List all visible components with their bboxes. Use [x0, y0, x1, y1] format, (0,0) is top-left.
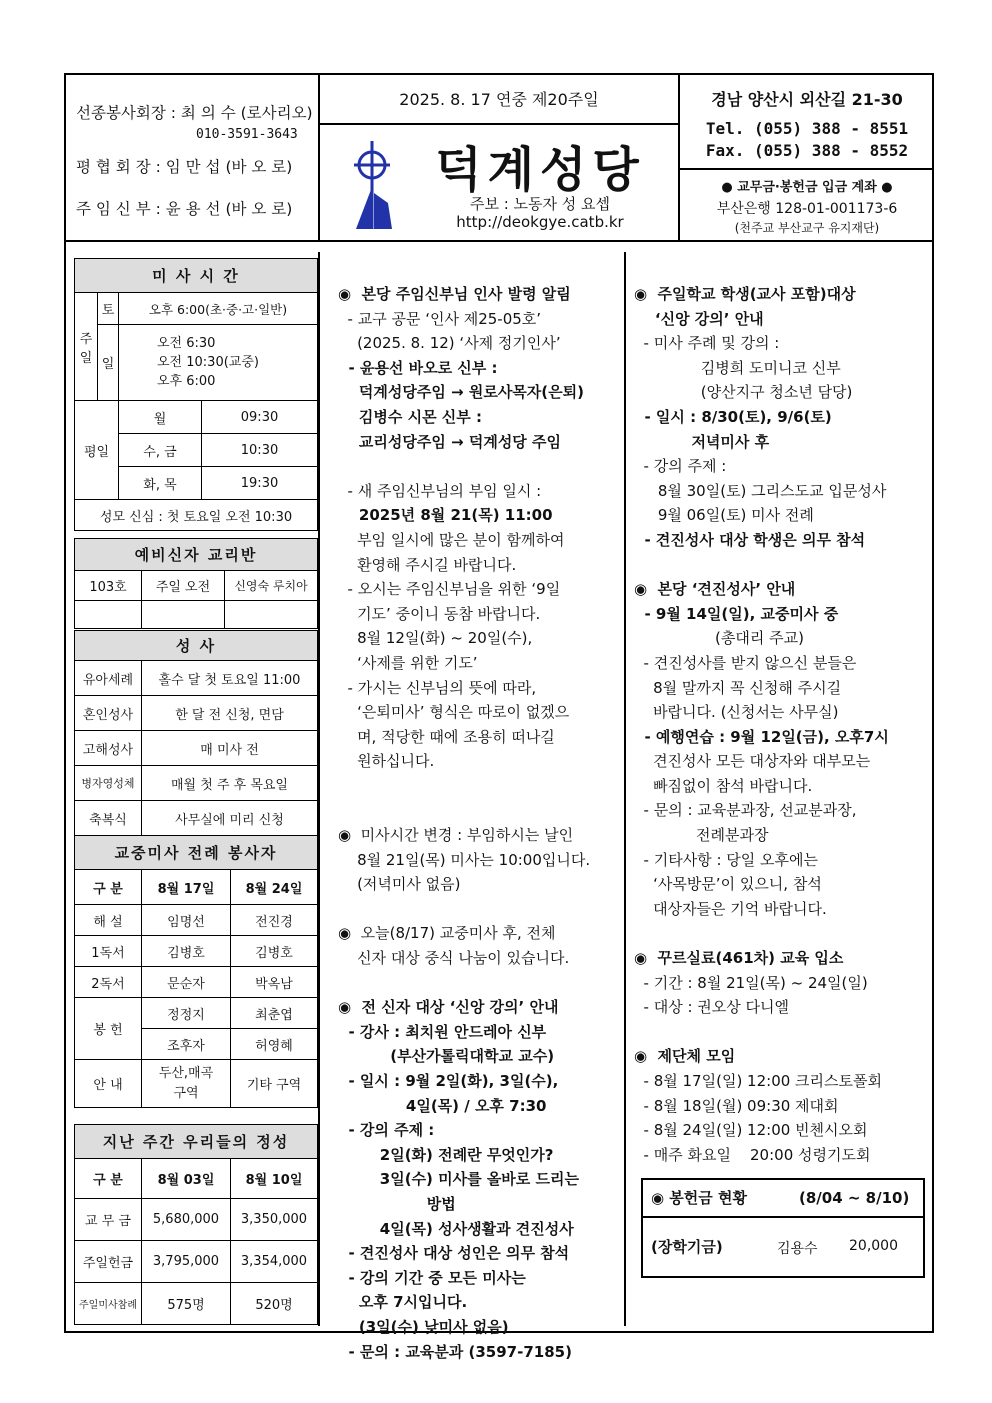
notice-line: 방법 [338, 1194, 456, 1213]
notice-line: ◉ 전 신자 대상 ‘신앙 강의’ 안내 [338, 998, 559, 1017]
sacrament-value: 한 달 전 신청, 면담 [142, 696, 318, 731]
notice-line: 빠짐없이 참석 바랍니다. [634, 776, 813, 795]
notice-line: 덕계성당주임 → 원로사목자(은퇴) [338, 383, 584, 402]
sacrament-name: 병자영성체 [75, 766, 142, 801]
server-a: 조후자 [142, 1029, 231, 1060]
servers-title: 교중미사 전례 봉사자 [75, 836, 318, 870]
notice-line: 8월 30일(토) 그리스도교 입문성사 [634, 481, 887, 500]
guide-label: 안 내 [75, 1060, 142, 1108]
notice-line: 오후 7시입니다. [338, 1293, 468, 1312]
notice-line: - 문의 : 교육분과장, 선교분과장, [634, 801, 857, 820]
notice-line: 환영해 주시길 바랍니다. [338, 555, 517, 574]
notice-line: 8월 21일(목) 미사는 10:00입니다. [338, 850, 591, 869]
header-right [680, 75, 934, 240]
sacraments-table [74, 630, 318, 836]
server-b: 김병호 [231, 936, 318, 967]
catechumen-room: 103호 [75, 571, 142, 601]
notice-line: ◉ 미사시간 변경 : 부임하시는 날인 [338, 826, 574, 845]
phone: Tel. (055) 388 - 8551 [705, 119, 909, 138]
catechumen-time: 주일 오전 [142, 571, 225, 601]
empty-cell [142, 601, 225, 629]
notices-column-right [634, 282, 930, 1167]
donation-donor: 김용수 [777, 1241, 818, 1257]
notice-line: 4일(목) / 오후 7:30 [338, 1096, 547, 1115]
sunday-label: 주일 [75, 293, 98, 401]
notice-line: (총대리 주교) [634, 629, 804, 648]
notice-line: 부임 일시에 많은 분이 함께하여 [338, 530, 565, 549]
account-title: ● 교무금·봉헌금 입금 계좌 ● [721, 180, 893, 195]
notice-line: - 강의 기간 중 모든 미사는 [338, 1268, 526, 1287]
notice-line: 바랍니다. (신청서는 사무실) [634, 703, 839, 722]
weekday-day: 수, 금 [119, 434, 202, 467]
notice-line [634, 921, 930, 946]
server-role: 해 설 [75, 905, 142, 936]
servers-head: 8월 24일 [231, 870, 318, 905]
fax: Fax. (055) 388 - 8552 [705, 141, 909, 160]
sunday-mass-2: 오전 10:30(교중) [157, 355, 259, 370]
church-name: 덕계성당 [435, 142, 645, 198]
header-left [66, 75, 318, 240]
sacrament-name: 고해성사 [75, 731, 142, 766]
server-a: 김병호 [142, 936, 231, 967]
notice-line: - 기간 : 8월 21일(목) ~ 24일(일) [634, 973, 868, 992]
notice-line: 신자 대상 중식 나눔이 있습니다. [338, 949, 570, 968]
notice-line: ‘사목방문’이 있으니, 참석 [634, 875, 822, 894]
catechumen-table [74, 538, 318, 629]
notice-line [338, 897, 620, 922]
notice-line: - 대상 : 권오상 다니엘 [634, 998, 789, 1017]
finance-name: 주일헌금 [75, 1241, 142, 1283]
server-role: 1독서 [75, 936, 142, 967]
server-b: 허영혜 [231, 1029, 318, 1060]
council-line: 평 협 회 장 : 임 만 섭 (바 오 로) [76, 158, 293, 176]
catechumen-title: 예비신자 교리반 [75, 539, 318, 571]
notice-line: (양산지구 청소년 담당) [634, 383, 853, 402]
header-divider [64, 240, 934, 242]
notice-line: - 새 주임신부님의 부임 일시 : [338, 481, 542, 500]
weekday-time: 19:30 [202, 467, 318, 500]
address: 경남 양산시 외산길 21-30 [711, 90, 903, 109]
finance-b: 520명 [231, 1283, 318, 1325]
weekday-time: 10:30 [202, 434, 318, 467]
saturday-mass: 오후 6:00(초·중·고·일반) [119, 293, 318, 325]
notice-line: ◉ 제단체 모임 [634, 1047, 736, 1066]
server-role: 2독서 [75, 967, 142, 998]
servers-table [74, 835, 318, 1108]
notice-line: ‘신앙 강의’ 안내 [634, 309, 764, 328]
notice-line: - 견진성사 대상 성인은 의무 참석 [338, 1244, 570, 1263]
donation-label: (장학기금) [651, 1238, 723, 1256]
notice-line: (3일(수) 낮미사 없음) [338, 1317, 509, 1336]
notice-line: - 문의 : 교육분과 (3597-7185) [338, 1342, 572, 1361]
notice-line: - 매주 화요일 20:00 성령기도회 [634, 1145, 871, 1164]
notice-line: 대상자들은 기억 바랍니다. [634, 899, 827, 918]
servers-head: 구 분 [75, 870, 142, 905]
notice-line: 원하십니다. [338, 752, 435, 771]
notice-line: 교리성당주임 → 덕계성당 주임 [338, 432, 562, 451]
notice-line: - 기타사항 : 당일 오후에는 [634, 850, 818, 869]
notice-line: - 일시 : 8/30(토), 9/6(토) [634, 407, 832, 426]
foundation: (천주교 부산교구 유지재단) [734, 221, 880, 235]
server-a: 정정지 [142, 998, 231, 1029]
notice-line: 2025년 8월 21(목) 11:00 [338, 506, 553, 525]
notice-line: ◉ 주일학교 학생(교사 포함)대상 [634, 285, 856, 303]
notice-line: - 견진성사를 받지 않으신 분들은 [634, 653, 857, 672]
notice-line: ◉ 꾸르실료(461차) 교육 입소 [634, 949, 844, 968]
server-b: 전진경 [231, 905, 318, 936]
sunday-mass-1: 오전 6:30 [157, 336, 216, 351]
notice-line: - 강의 주제 : [338, 1121, 435, 1140]
website-url[interactable]: http://deokgye.catb.kr [456, 213, 624, 231]
donation-box [641, 1178, 925, 1278]
sacrament-value: 홀수 달 첫 토요일 11:00 [142, 661, 318, 696]
finance-b: 3,354,000 [231, 1241, 318, 1283]
notice-line: (저녁미사 없음) [338, 875, 461, 894]
chair-line: 선종봉사회장 : 최 의 수 (로사리오) [76, 104, 313, 122]
notice-line [634, 1020, 930, 1045]
notice-line: (부산가톨릭대학교 교수) [338, 1047, 555, 1066]
finance-head: 구 분 [75, 1159, 142, 1199]
notice-line: ◉ 본당 ‘견진성사’ 안내 [634, 580, 796, 599]
column-divider-2 [624, 252, 626, 1326]
holy-hour: 성모 신심 : 첫 토요일 오전 10:30 [75, 500, 318, 531]
notices-column-middle [338, 282, 620, 1364]
donation-period: (8/04 ~ 8/10) [799, 1189, 910, 1207]
notice-line [338, 774, 620, 799]
notice-line [338, 798, 620, 823]
empty-cell [225, 601, 318, 629]
notice-line: ◉ 오늘(8/17) 교중미사 후, 전체 [338, 924, 556, 943]
server-a: 임명선 [142, 905, 231, 936]
weekday-day: 화, 목 [119, 467, 202, 500]
notice-line: - 강의 주제 : [634, 457, 727, 476]
notice-line: 김병수 시몬 신부 : [338, 407, 482, 426]
guide-b: 기타 구역 [231, 1060, 318, 1108]
sunday-mass-3: 오후 6:00 [157, 374, 216, 389]
header-mid [320, 75, 678, 240]
notice-line [338, 454, 620, 479]
notice-line: 4일(목) 성사생활과 견진성사 [338, 1219, 574, 1238]
sacrament-value: 매 미사 전 [142, 731, 318, 766]
notice-line: - 8월 18일(월) 09:30 제대회 [634, 1096, 839, 1115]
notice-line: - 교구 공문 ‘인사 제25-05호’ [338, 309, 542, 328]
notice-line: 기도’ 중이니 동참 바랍니다. [338, 604, 541, 623]
notice-line: 김병희 도미니코 신부 [634, 358, 841, 377]
saturday-label: 토 [98, 293, 119, 325]
offering-label: 봉 헌 [75, 998, 142, 1060]
column-divider-1 [318, 252, 320, 1326]
notice-line: 견진성사 모든 대상자와 대부모는 [634, 752, 871, 771]
notice-line [338, 971, 620, 996]
finance-a: 3,795,000 [142, 1241, 231, 1283]
notice-line: 전례분과장 [634, 826, 769, 845]
notice-line [634, 553, 930, 578]
notice-line: - 미사 주례 및 강의 : [634, 334, 780, 353]
sacrament-name: 유아세례 [75, 661, 142, 696]
finance-name: 교 무 금 [75, 1199, 142, 1241]
issue-date: 2025. 8. 17 연중 제20주일 [320, 75, 678, 125]
notice-line: 저녁미사 후 [634, 432, 770, 451]
notice-line: 8월 말까지 꼭 신청해 주시길 [634, 678, 842, 697]
finance-b: 3,350,000 [231, 1199, 318, 1241]
notice-line: 2일(화) 전례란 무엇인가? [338, 1145, 554, 1164]
church-logo-icon [348, 137, 406, 233]
finance-title: 지난 주간 우리들의 정성 [75, 1125, 318, 1159]
notice-line: 며, 적당한 때에 조용히 떠나길 [338, 727, 555, 746]
weekday-label: 평일 [75, 401, 119, 500]
account-divider [680, 168, 934, 170]
notice-line: 3일(수) 미사를 올바로 드리는 [338, 1170, 579, 1189]
notice-line: ◉ 본당 주임신부님 인사 발령 알림 [338, 285, 571, 303]
notice-line: - 8월 24일(일) 12:00 빈첸시오회 [634, 1121, 868, 1140]
notice-line: - 9월 14일(일), 교중미사 중 [634, 604, 839, 623]
notice-line: - 강사 : 최치원 안드레아 신부 [338, 1022, 547, 1041]
notice-line: - 견진성사 대상 학생은 의무 참석 [634, 530, 866, 549]
notice-line: 9월 06일(토) 미사 전례 [634, 506, 814, 525]
notice-line: - 윤용선 바오로 신부 : [338, 358, 498, 377]
notice-line: ‘사제를 위한 기도’ [338, 653, 478, 672]
notice-line: - 오시는 주임신부님을 위한 ‘9일 [338, 580, 561, 599]
chair-phone: 010-3591-3643 [196, 127, 298, 142]
sacrament-name: 축복식 [75, 801, 142, 836]
sacrament-value: 사무실에 미리 신청 [142, 801, 318, 836]
finance-head: 8월 10일 [231, 1159, 318, 1199]
notice-line: - 8월 17일(일) 12:00 크리스토폴회 [634, 1072, 882, 1090]
notice-line: (2025. 8. 12) ‘사제 정기인사’ [338, 334, 561, 353]
server-a: 문순자 [142, 967, 231, 998]
sacrament-name: 혼인성사 [75, 696, 142, 731]
notice-line: - 일시 : 9월 2일(화), 3일(수), [338, 1072, 559, 1090]
notice-line: - 예행연습 : 9월 12일(금), 오후7시 [634, 727, 889, 746]
finance-name: 주일미사참례 [75, 1283, 142, 1325]
finance-a: 575명 [142, 1283, 231, 1325]
finance-a: 5,680,000 [142, 1199, 231, 1241]
guide-a: 두산,매곡 구역 [142, 1060, 231, 1108]
sunday-day-label: 일 [98, 325, 119, 401]
notice-line: 8월 12일(화) ~ 20일(수), [338, 629, 533, 648]
server-b: 박옥남 [231, 967, 318, 998]
finance-table [74, 1124, 318, 1325]
server-b: 최춘엽 [231, 998, 318, 1029]
patron-saint: 주보 : 노동자 성 요셉 [469, 195, 611, 213]
empty-cell [75, 601, 142, 629]
notice-line: ‘은퇴미사’ 형식은 따로이 없겠으 [338, 703, 570, 722]
donation-title: ◉ 봉헌금 현황 [651, 1189, 747, 1207]
sacraments-title: 성 사 [75, 631, 318, 661]
weekday-time: 09:30 [202, 401, 318, 434]
finance-head: 8월 03일 [142, 1159, 231, 1199]
pastor-line: 주 임 신 부 : 윤 용 선 (바 오 로) [76, 200, 293, 218]
donation-amount: 20,000 [849, 1238, 898, 1254]
servers-head: 8월 17일 [142, 870, 231, 905]
sacrament-value: 매월 첫 주 후 목요일 [142, 766, 318, 801]
weekday-day: 월 [119, 401, 202, 434]
mass-times-title: 미 사 시 간 [75, 259, 318, 293]
mass-times-table [74, 258, 318, 531]
bank-account: 부산은행 128-01-001173-6 [716, 201, 898, 217]
catechumen-teacher: 신영숙 루치아 [225, 571, 318, 601]
notice-line: - 가시는 신부님의 뜻에 따라, [338, 678, 537, 697]
